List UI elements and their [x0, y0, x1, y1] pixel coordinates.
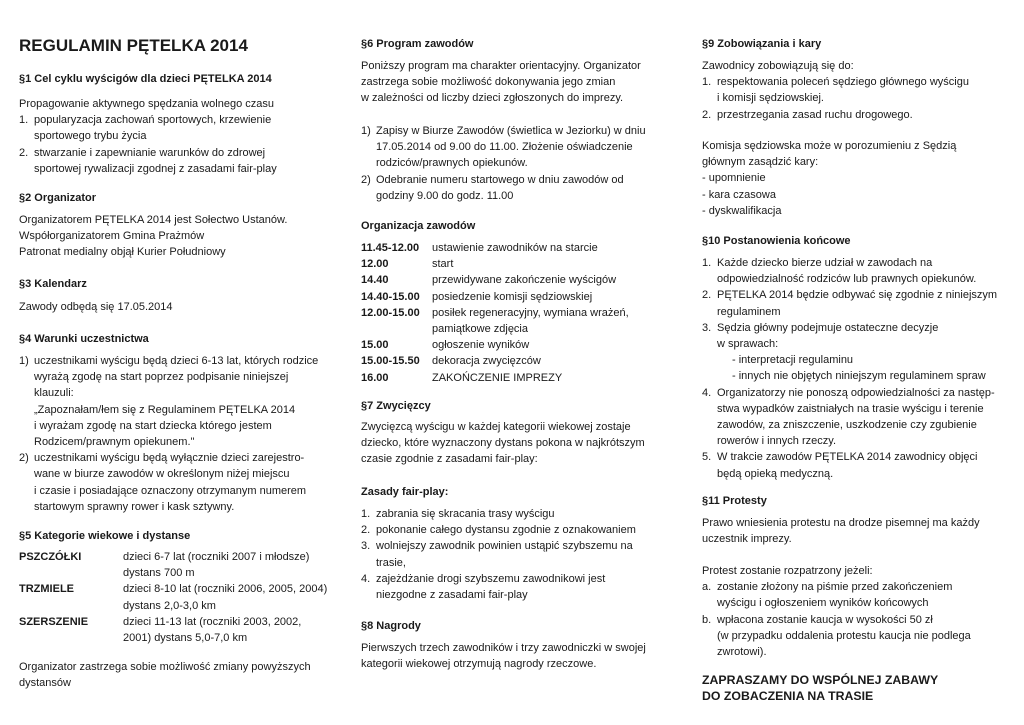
list-item: 2. PĘTELKA 2014 będzie odbywać się zgodnie z niniejszym regulaminem	[702, 289, 998, 318]
schedule-row: 15.00-15.50 dekoracja zwycięzców	[361, 355, 541, 368]
list-item: 2) uczestnikami wyścigu będą wyłącznie dzieci zarejestro- wane w biurze zawodów w określonym niżej miejscu i czasie i posiadające oznaczony otrzymanym numerem startowym sprawny rower i kask sztywny.	[19, 452, 307, 513]
section-4-heading: §4 Warunki uczestnictwa	[19, 333, 149, 345]
list-item: 1) Zapisy w Biurze Zawodów (świetlica w Jeziorku) w dniu 17.05.2014 od 9.00 do 11.00. Złożenie oświadczenie rodziców/prawnych opiekunów.	[361, 125, 646, 170]
list-item: 1) uczestnikami wyścigu będą dzieci 6-13 lat, których rodzice wyrażą zgodę na start poprzez podpisanie niniejszej klauzuli: „Zapoznałam/łem się z Regulaminem PĘTELKA 2014 i wyrażam zgodę na start dziecka którego jestem Rodzicem/prawnym opiekunem."	[19, 353, 339, 450]
list-item: 1. zabrania się skracania trasy wyścigu	[361, 508, 555, 520]
section-5	[19, 528, 339, 544]
list-item: 2. stwarzanie i zapewnianie warunków do zdrowej sportowej rywalizacji zgodnej z zasadami fair-play	[19, 146, 277, 175]
section-2-body	[19, 212, 339, 261]
fair-play-heading: Zasady fair-play:	[361, 486, 449, 498]
schedule-row: 12.00 start	[361, 258, 454, 271]
section-5-body	[19, 549, 339, 646]
schedule-row: 11.45-12.00 ustawienie zawodników na starcie	[361, 242, 598, 254]
list-item: 2) Odebranie numeru startowego w dniu zawodów od godziny 9.00 do godz. 11.00	[361, 173, 624, 202]
penalty-item: - kara czasowa	[702, 188, 776, 201]
list-item: 1. respektowania poleceń sędziego głównego wyścigu i komisji sędziowskiej.	[702, 76, 969, 105]
closing-line: ZAPRASZAMY DO WSPÓLNEJ ZABAWY	[702, 673, 939, 687]
fair-play-section	[361, 484, 683, 500]
section-1-heading: §1 Cel cyklu wyścigów dla dzieci PĘTELKA 2014	[19, 73, 272, 85]
schedule-row: 14.40-15.00 posiedzenie komisji sędziowskiej	[361, 290, 593, 303]
penalties-block: Komisja sędziowska może w porozumieniu z Sędzią głównym zasądzić kary: - upomnienie - kara czasowa - dyskwalifikacja	[702, 138, 1020, 219]
section-8-body: Pierwszych trzech zawodników i trzy zawodniczki w swojej kategorii wiekowej otrzymują nagrody rzeczowe.	[361, 642, 646, 671]
section-10-heading: §10 Postanowienia końcowe	[702, 235, 851, 247]
section-1-intro: Propagowanie aktywnego spędzania wolnego czasu	[19, 98, 275, 110]
list-item: b. wpłacona zostanie kaucja w wysokości 50 zł (w przypadku oddalenia protestu kaucja nie podlega zwrotowi).	[702, 613, 971, 659]
penalty-item: - dyskwalifikacja	[702, 204, 782, 217]
category-row: SZERSZENIE dzieci 11-13 lat (roczniki 2003, 2002, 2001) dystans 5,0-7,0 km	[19, 614, 339, 646]
schedule-heading: Organizacja zawodów	[361, 220, 476, 232]
consent-quote-line: i wyrażam zgodę na start dziecka którego jestem	[34, 419, 272, 432]
category-row: TRZMIELE dzieci 8-10 lat (roczniki 2006, 2005, 2004) dystans 2,0-3,0 km	[19, 581, 339, 613]
section-10-list	[702, 255, 1020, 482]
list-item: 4. Organizatorzy nie ponoszą odpowiedzialności za następ- stwa wypadków zaistniałych na trasie wyścigu i terenie zawodów, za zniszczenie, uszkodzenie czy zgubienie rowerów i innych rzeczy.	[702, 386, 995, 448]
section-3	[19, 276, 339, 292]
list-item: 4. zajeżdżanie drogi szybszemu zawodnikowi jest niezgodne z zasadami fair-play	[361, 572, 606, 602]
section-7-body: Zwycięzcą wyścigu w każdej kategorii wiekowej zostaje dziecko, które wyznaczony dystans pokona w najkrótszym czasie zgodnie z zasadami fair-play:	[361, 421, 645, 466]
section-6-intro: Poniższy program ma charakter orientacyjny. Organizator zastrzega sobie możliwość dokonywania jego zmian w zależności od liczby dzieci zgłoszonych do imprezy.	[361, 60, 641, 105]
section-7-heading: §7 Zwycięzcy	[361, 400, 431, 412]
section-3-heading: §3 Kalendarz	[19, 278, 87, 290]
section-11-heading: §11 Protesty	[702, 495, 767, 507]
schedule-row: 12.00-15.00 posiłek regeneracyjny, wymiana wrażeń, pamiątkowe zdjęcia	[361, 306, 629, 336]
closing-line: DO ZOBACZENIA NA TRASIE	[702, 689, 874, 703]
schedule-table	[361, 240, 683, 386]
section-9	[702, 36, 1020, 52]
section-4-list	[19, 353, 339, 515]
section-11	[702, 493, 1020, 509]
section-7	[361, 398, 683, 414]
section-1-list	[19, 112, 339, 177]
list-item: 3. Sędzia główny podejmuje ostateczne decyzje w sprawach: - interpretacji regulaminu - innych nie objętych niniejszym regulaminem spraw	[702, 321, 986, 383]
list-item: 1. popularyzacja zachowań sportowych, krzewienie sportowego trybu życia	[19, 114, 272, 143]
consent-quote-line: „Zapoznałam/łem się z Regulaminem PĘTELKA 2014	[34, 403, 296, 416]
section-5-heading: §5 Kategorie wiekowe i dystanse	[19, 530, 191, 542]
schedule-row: 16.00 ZAKOŃCZENIE IMPREZY	[361, 371, 563, 384]
list-item: 1. Każde dziecko bierze udział w zawodach na odpowiedzialność rodziców lub prawnych opiekunów.	[702, 257, 977, 286]
penalty-item: - upomnienie	[702, 172, 766, 185]
category-name: PSZCZÓŁKI	[19, 551, 82, 563]
section-6-heading: §6 Program zawodów	[361, 38, 474, 50]
schedule-section	[361, 218, 683, 234]
section-9-body: Zawodnicy zobowiązują się do: 1. respektowania poleceń sędziego głównego wyścigu i komisji sędziowskiej. 2. przestrzegania zasad ruchu drogowego.	[702, 58, 1020, 123]
section-9-heading: §9 Zobowiązania i kary	[702, 38, 822, 50]
page-title: REGULAMIN PĘTELKA 2014	[19, 36, 248, 55]
list-item: 2. pokonanie całego dystansu zgodnie z oznakowaniem	[361, 524, 636, 537]
section-6	[361, 36, 683, 52]
patron-line: Patronat medialny objął Kurier Południowy	[19, 246, 226, 259]
section-5-note: Organizator zastrzega sobie możliwość zmiany powyższych dystansów	[19, 661, 311, 690]
section-8	[361, 618, 683, 634]
section-3-body	[19, 299, 339, 315]
category-name: TRZMIELE	[19, 583, 74, 596]
section-6-list	[361, 123, 683, 204]
list-item: 3. wolniejszy zawodnik powinien ustąpić szybszemu na trasie,	[361, 540, 633, 569]
closing-invitation	[702, 672, 1020, 704]
category-name: SZERSZENIE	[19, 615, 89, 628]
list-item: 5. W trakcie zawodów PĘTELKA 2014 zawodnicy objęci będą opieką medyczną.	[702, 451, 978, 480]
organizer-line: Organizatorem PĘTELKA 2014 jest Sołectwo Ustanów.	[19, 214, 288, 226]
section-1	[19, 71, 339, 87]
section-11-body: Prawo wniesienia protestu na drodze pisemnej ma każdy uczestnik imprezy.	[702, 517, 980, 546]
fair-play-list	[361, 506, 683, 603]
event-date-text: Zawody odbędą się 17.05.2014	[19, 301, 173, 313]
section-8-heading: §8 Nagrody	[361, 620, 421, 632]
protest-conditions: Protest zostanie rozpatrzony jeżeli: a. zostanie złożony na piśmie przed zakończeniem wyścigu i ogłoszeniem wyników końcowych b. wpłacona zostanie kaucja w wysokości 50 zł (w przypadku oddalenia protestu kaucja nie podlega zwrotowi).	[702, 563, 1020, 660]
schedule-row: 15.00 ogłoszenie wyników	[361, 339, 530, 352]
schedule-row: 14.40 przewidywane zakończenie wyścigów	[361, 274, 617, 287]
section-4	[19, 331, 339, 347]
section-1-body	[19, 96, 339, 177]
section-4-body	[19, 353, 339, 515]
co-organizer-line: Współorganizatorem Gmina Prażmów	[19, 230, 205, 243]
list-item: a. zostanie złożony na piśmie przed zakończeniem wyścigu i ogłoszeniem wyników końcowych	[702, 581, 953, 610]
consent-quote-line: Rodzicem/prawnym opiekunem."	[34, 436, 195, 449]
category-row: PSZCZÓŁKI dzieci 6-7 lat (roczniki 2007 i młodsze) dystans 700 m	[19, 549, 339, 581]
section-10	[702, 233, 1020, 249]
list-item: 2. przestrzegania zasad ruchu drogowego.	[702, 108, 913, 121]
section-2	[19, 190, 339, 206]
section-2-heading: §2 Organizator	[19, 192, 97, 204]
